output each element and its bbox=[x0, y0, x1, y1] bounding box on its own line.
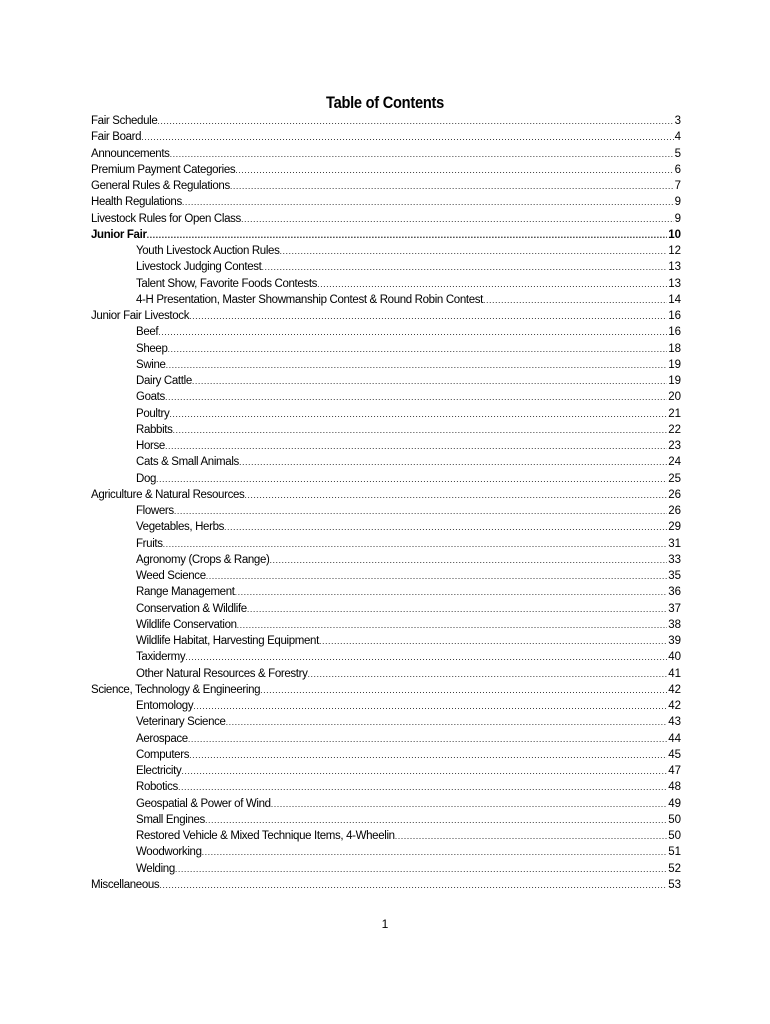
toc-list bbox=[91, 113, 681, 893]
toc-entry-label: Aerospace bbox=[136, 732, 188, 745]
dot-leader bbox=[168, 341, 668, 357]
toc-entry-page: 50 bbox=[668, 830, 681, 842]
toc-entry-page: 51 bbox=[668, 846, 681, 859]
toc-entry-page: 21 bbox=[668, 407, 681, 420]
dot-leader bbox=[189, 747, 667, 763]
dot-leader bbox=[224, 519, 667, 535]
toc-entry-label: Premium Payment Categories bbox=[91, 163, 236, 176]
dot-leader bbox=[237, 617, 668, 633]
toc-entry-page: 16 bbox=[668, 326, 681, 339]
toc-subentry[interactable] bbox=[91, 324, 681, 340]
toc-entry-page: 40 bbox=[668, 651, 681, 664]
dot-leader bbox=[202, 844, 668, 860]
toc-entry-label: Horse bbox=[136, 440, 165, 452]
toc-entry-page: 43 bbox=[668, 716, 681, 729]
toc-entry-page: 13 bbox=[668, 261, 681, 274]
toc-entry-page: 23 bbox=[668, 440, 681, 452]
toc-subentry[interactable] bbox=[91, 341, 681, 357]
toc-subentry[interactable] bbox=[91, 714, 681, 730]
toc-entry-label: Talent Show, Favorite Foods Contests bbox=[136, 277, 318, 290]
toc-subentry[interactable] bbox=[91, 276, 681, 292]
dot-leader bbox=[244, 487, 667, 503]
toc-entry-label: Livestock Judging Contest bbox=[136, 261, 262, 274]
dot-leader bbox=[158, 324, 667, 340]
toc-entry-label: Junior Fair bbox=[91, 228, 147, 241]
dot-leader bbox=[262, 259, 668, 275]
toc-entry[interactable] bbox=[91, 227, 681, 243]
toc-entry-page: 7 bbox=[674, 180, 681, 192]
toc-subentry[interactable] bbox=[91, 357, 681, 373]
toc-entry[interactable] bbox=[91, 146, 681, 162]
toc-entry-label: Welding bbox=[136, 862, 175, 875]
toc-entry-label: Rabbits bbox=[136, 423, 173, 436]
dot-leader bbox=[239, 454, 667, 470]
toc-entry-page: 26 bbox=[668, 488, 681, 501]
toc-subentry[interactable] bbox=[91, 698, 681, 714]
toc-entry-label: Flowers bbox=[136, 505, 174, 517]
page-title: Table of Contents bbox=[325, 93, 444, 112]
toc-entry-page: 9 bbox=[674, 212, 681, 225]
dot-leader bbox=[483, 292, 667, 308]
dot-leader bbox=[141, 129, 673, 145]
dot-leader bbox=[147, 227, 668, 243]
toc-entry-page: 18 bbox=[668, 342, 681, 355]
toc-entry-page: 3 bbox=[674, 115, 681, 127]
toc-entry-page: 25 bbox=[668, 472, 681, 485]
toc-entry-page: 49 bbox=[668, 797, 681, 810]
toc-entry-page: 5 bbox=[674, 147, 681, 160]
toc-entry[interactable] bbox=[91, 877, 681, 893]
toc-entry-label: Entomology bbox=[136, 700, 194, 712]
toc-entry-label: Announcements bbox=[91, 147, 170, 160]
toc-entry-label: Wildlife Habitat, Harvesting Equipment bbox=[136, 635, 319, 647]
toc-entry-label: Other Natural Resources & Forestry bbox=[136, 667, 308, 680]
toc-entry-label: Science, Technology & Engineering bbox=[91, 683, 261, 696]
toc-subentry[interactable] bbox=[91, 844, 681, 860]
toc-entry-page: 38 bbox=[668, 618, 681, 631]
toc-entry-label: Youth Livestock Auction Rules bbox=[136, 245, 280, 257]
toc-subentry[interactable] bbox=[91, 243, 681, 259]
dot-leader bbox=[395, 828, 667, 844]
toc-entry-page: 53 bbox=[668, 878, 681, 891]
dot-leader bbox=[260, 682, 667, 698]
toc-subentry[interactable] bbox=[91, 812, 681, 828]
toc-entry-label: Geospatial & Power of Wind bbox=[136, 797, 271, 810]
dot-leader bbox=[157, 113, 673, 129]
dot-leader bbox=[159, 877, 667, 893]
toc-subentry[interactable] bbox=[91, 519, 681, 535]
toc-entry-page: 39 bbox=[668, 635, 681, 647]
toc-subentry[interactable] bbox=[91, 731, 681, 747]
toc-entry-page: 52 bbox=[668, 862, 681, 875]
dot-leader bbox=[270, 552, 668, 568]
dot-leader bbox=[173, 422, 668, 438]
toc-subentry[interactable] bbox=[91, 373, 681, 389]
toc-subentry[interactable] bbox=[91, 796, 681, 812]
toc-entry[interactable] bbox=[91, 194, 681, 210]
toc-subentry[interactable] bbox=[91, 503, 681, 519]
toc-subentry[interactable] bbox=[91, 536, 681, 552]
toc-entry-label: Goats bbox=[136, 391, 165, 404]
toc-entry-label: Fruits bbox=[136, 537, 163, 550]
toc-entry-page: 22 bbox=[668, 423, 681, 436]
toc-entry-page: 42 bbox=[668, 700, 681, 712]
dot-leader bbox=[156, 471, 667, 487]
dot-leader bbox=[166, 357, 668, 373]
toc-subentry[interactable] bbox=[91, 454, 681, 470]
toc-subentry[interactable] bbox=[91, 779, 681, 795]
toc-entry-label: Sheep bbox=[136, 342, 168, 355]
dot-leader bbox=[271, 796, 667, 812]
toc-entry-page: 29 bbox=[668, 521, 681, 534]
dot-leader bbox=[182, 194, 674, 210]
dot-leader bbox=[174, 503, 667, 519]
toc-entry-page: 44 bbox=[668, 732, 681, 745]
toc-entry-page: 42 bbox=[668, 683, 681, 696]
toc-entry-page: 41 bbox=[668, 667, 681, 680]
dot-leader bbox=[193, 698, 667, 714]
toc-entry-label: Health Regulations bbox=[91, 196, 182, 209]
toc-subentry[interactable] bbox=[91, 633, 681, 649]
toc-entry-page: 26 bbox=[668, 505, 681, 517]
toc-entry-label: Agronomy (Crops & Range) bbox=[136, 553, 270, 566]
toc-entry-page: 37 bbox=[668, 602, 681, 615]
toc-entry-label: Fair Schedule bbox=[91, 115, 158, 127]
toc-subentry[interactable] bbox=[91, 763, 681, 779]
toc-entry-label: Small Engines bbox=[136, 813, 205, 826]
toc-entry-page: 45 bbox=[668, 748, 681, 761]
dot-leader bbox=[169, 406, 667, 422]
toc-entry-label: Veterinary Science bbox=[136, 716, 226, 729]
dot-leader bbox=[317, 276, 667, 292]
toc-entry-page: 9 bbox=[674, 196, 681, 209]
toc-subentry[interactable] bbox=[91, 617, 681, 633]
toc-entry-page: 12 bbox=[668, 245, 681, 257]
dot-leader bbox=[226, 714, 668, 730]
toc-entry-label: Computers bbox=[136, 748, 190, 761]
toc-entry-label: Fair Board bbox=[91, 131, 142, 144]
toc-subentry[interactable] bbox=[91, 406, 681, 422]
toc-entry[interactable] bbox=[91, 162, 681, 178]
toc-entry-label: Taxidermy bbox=[136, 651, 186, 664]
toc-entry-page: 10 bbox=[668, 228, 681, 241]
page-number: 1 bbox=[381, 917, 389, 931]
toc-entry-label: Junior Fair Livestock bbox=[91, 310, 190, 322]
dot-leader bbox=[192, 373, 667, 389]
dot-leader bbox=[165, 389, 667, 405]
toc-entry-label: Weed Science bbox=[136, 570, 206, 582]
dot-leader bbox=[205, 812, 667, 828]
toc-subentry[interactable] bbox=[91, 666, 681, 682]
toc-entry-label: Conservation & Wildlife bbox=[136, 602, 247, 615]
toc-entry-label: Restored Vehicle & Mixed Technique Items, 4-Wheelin bbox=[136, 830, 395, 842]
toc-entry-page: 50 bbox=[668, 813, 681, 826]
toc-entry[interactable] bbox=[91, 308, 681, 324]
toc-entry-label: Dog bbox=[136, 472, 157, 485]
toc-entry[interactable] bbox=[91, 129, 681, 145]
dot-leader bbox=[163, 536, 668, 552]
toc-entry-label: Livestock Rules for Open Class bbox=[91, 212, 241, 225]
dot-leader bbox=[181, 763, 667, 779]
dot-leader bbox=[189, 308, 667, 324]
toc-subentry[interactable] bbox=[91, 568, 681, 584]
toc-entry-label: Wildlife Conservation bbox=[136, 618, 237, 631]
toc-entry-page: 48 bbox=[668, 781, 681, 794]
toc-entry-label: General Rules & Regulations bbox=[91, 180, 230, 192]
toc-entry-page: 33 bbox=[668, 553, 681, 566]
toc-subentry[interactable] bbox=[91, 259, 681, 275]
dot-leader bbox=[235, 584, 668, 600]
toc-entry-label: Agriculture & Natural Resources bbox=[91, 488, 245, 501]
dot-leader bbox=[308, 666, 668, 682]
toc-subentry[interactable] bbox=[91, 601, 681, 617]
toc-subentry[interactable] bbox=[91, 584, 681, 600]
toc-entry-page: 6 bbox=[674, 163, 681, 176]
toc-entry-label: Vegetables, Herbs bbox=[136, 521, 225, 534]
toc-entry[interactable] bbox=[91, 211, 681, 227]
dot-leader bbox=[319, 633, 667, 649]
toc-subentry[interactable] bbox=[91, 552, 681, 568]
toc-entry-page: 19 bbox=[668, 375, 681, 387]
toc-entry-label: 4-H Presentation, Master Showmanship Contest & Round Robin Contest bbox=[136, 293, 484, 306]
toc-entry-page: 14 bbox=[668, 293, 681, 306]
dot-leader bbox=[175, 861, 667, 877]
toc-entry-page: 31 bbox=[668, 537, 681, 550]
toc-entry-label: Swine bbox=[136, 358, 166, 371]
toc-entry-page: 13 bbox=[668, 277, 681, 290]
toc-entry-page: 20 bbox=[668, 391, 681, 404]
toc-subentry[interactable] bbox=[91, 438, 681, 454]
dot-leader bbox=[178, 779, 667, 795]
dot-leader bbox=[230, 178, 674, 194]
toc-entry-label: Beef bbox=[136, 326, 159, 339]
dot-leader bbox=[241, 211, 674, 227]
toc-subentry[interactable] bbox=[91, 292, 681, 308]
toc-entry-label: Robotics bbox=[136, 781, 178, 794]
toc-subentry[interactable] bbox=[91, 747, 681, 763]
toc-entry-label: Dairy Cattle bbox=[136, 375, 192, 387]
toc-entry[interactable] bbox=[91, 487, 681, 503]
dot-leader bbox=[206, 568, 667, 584]
toc-subentry[interactable] bbox=[91, 471, 681, 487]
toc-subentry[interactable] bbox=[91, 828, 681, 844]
toc-subentry[interactable] bbox=[91, 389, 681, 405]
toc-entry-label: Range Management bbox=[136, 586, 235, 599]
toc-entry-page: 36 bbox=[668, 586, 681, 599]
toc-subentry[interactable] bbox=[91, 861, 681, 877]
toc-entry-page: 19 bbox=[668, 358, 681, 371]
toc-entry-label: Cats & Small Animals bbox=[136, 456, 239, 469]
dot-leader bbox=[185, 649, 667, 665]
toc-entry-page: 24 bbox=[668, 456, 681, 469]
toc-entry-page: 35 bbox=[668, 570, 681, 582]
toc-entry[interactable] bbox=[91, 113, 681, 129]
dot-leader bbox=[188, 731, 667, 747]
toc-entry[interactable] bbox=[91, 178, 681, 194]
toc-entry-label: Miscellaneous bbox=[91, 878, 160, 891]
toc-entry-label: Woodworking bbox=[136, 846, 202, 859]
toc-entry-page: 47 bbox=[668, 765, 681, 777]
toc-entry[interactable] bbox=[91, 682, 681, 698]
dot-leader bbox=[165, 438, 667, 454]
dot-leader bbox=[235, 162, 673, 178]
toc-subentry[interactable] bbox=[91, 649, 681, 665]
dot-leader bbox=[280, 243, 668, 259]
toc-subentry[interactable] bbox=[91, 422, 681, 438]
toc-entry-label: Poultry bbox=[136, 407, 170, 420]
toc-entry-label: Electricity bbox=[136, 765, 182, 777]
dot-leader bbox=[170, 146, 674, 162]
toc-entry-page: 4 bbox=[674, 131, 681, 144]
dot-leader bbox=[247, 601, 667, 617]
toc-entry-page: 16 bbox=[668, 310, 681, 322]
